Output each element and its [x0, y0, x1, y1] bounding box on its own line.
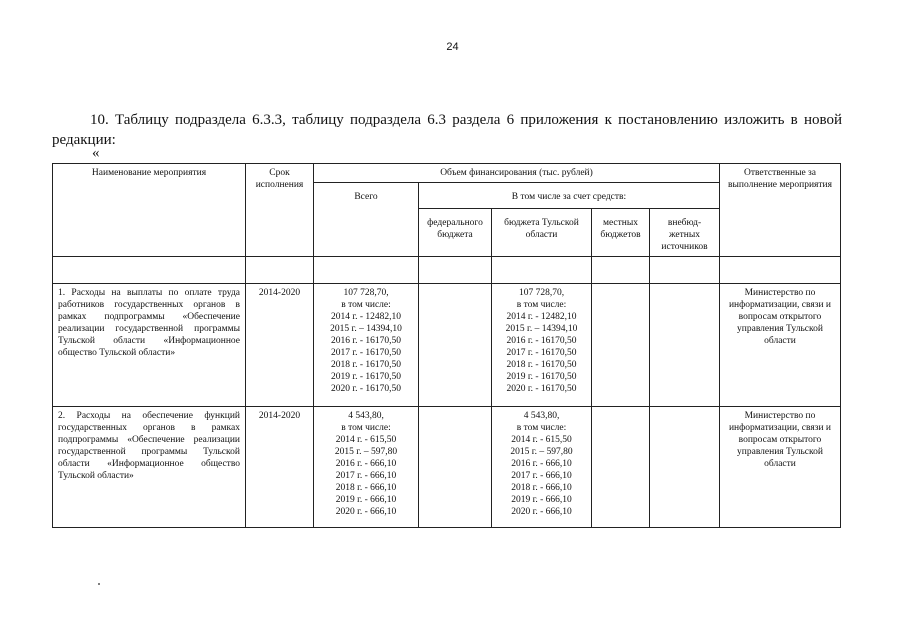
- row-total: [314, 407, 419, 528]
- table-row: [53, 284, 841, 407]
- header-offbudget-line: источников: [661, 242, 708, 252]
- header-local: местных бюджетов: [592, 209, 650, 257]
- row-local: [592, 284, 650, 407]
- empty-row: [53, 257, 841, 284]
- including-label: в том числе:: [516, 300, 567, 310]
- year-value: 2014 г. - 615,50: [511, 435, 572, 445]
- row-regional: [492, 284, 592, 407]
- year-value: 2020 г. - 16170,50: [330, 384, 402, 394]
- header-including: В том числе за счет средств:: [419, 183, 720, 209]
- year-value: 2014 г. - 615,50: [335, 435, 397, 445]
- row-federal: [419, 407, 492, 528]
- including-label: в том числе:: [341, 300, 391, 310]
- header-name: Наименование мероприятия: [53, 164, 246, 257]
- year-value: 2014 г. - 12482,10: [506, 312, 577, 322]
- header-funding: Объем финансирования (тыс. рублей): [314, 164, 720, 183]
- table-row: [53, 407, 841, 528]
- including-label: в том числе:: [341, 423, 391, 433]
- year-value: 2017 г. - 666,10: [511, 471, 572, 481]
- header-offbudget-line: жетных: [668, 230, 701, 240]
- year-value: 2014 г. - 12482,10: [330, 312, 402, 322]
- regional-amount: 4 543,80,: [523, 411, 560, 421]
- year-value: 2015 г. – 14394,10: [330, 324, 402, 334]
- year-value: 2017 г. - 666,10: [335, 471, 397, 481]
- opening-quote: «: [92, 145, 100, 161]
- year-value: 2016 г. - 666,10: [335, 459, 397, 469]
- year-value: 2015 г. – 597,80: [510, 447, 573, 457]
- intro-paragraph: 10. Таблицу подраздела 6.3.3, таблицу подраздела 6.3 раздела 6 приложения к постановлению изложить в новой редакции:: [52, 112, 842, 148]
- header-federal: федерального бюджета: [419, 209, 492, 257]
- header-total: Всего: [314, 183, 419, 257]
- year-value: 2019 г. - 16170,50: [506, 372, 577, 382]
- year-value: 2018 г. - 16170,50: [330, 360, 402, 370]
- year-value: 2020 г. - 16170,50: [506, 384, 577, 394]
- year-value: 2018 г. - 666,10: [335, 483, 397, 493]
- row-federal: [419, 284, 492, 407]
- including-label: в том числе:: [516, 423, 567, 433]
- row-total: [314, 284, 419, 407]
- year-value: 2016 г. - 666,10: [511, 459, 572, 469]
- year-value: 2015 г. – 14394,10: [505, 324, 578, 334]
- total-amount: 4 543,80,: [348, 411, 384, 421]
- row-offbudget: [650, 407, 720, 528]
- row-responsible: Министерство по информатизации, связи и вопросам открытого управления Тульской области: [720, 407, 841, 528]
- year-value: 2019 г. - 666,10: [335, 495, 397, 505]
- row-term: 2014-2020: [246, 284, 314, 407]
- row-offbudget: [650, 284, 720, 407]
- header-row-1: [53, 164, 841, 183]
- year-value: 2017 г. - 16170,50: [330, 348, 402, 358]
- year-value: 2019 г. - 666,10: [511, 495, 572, 505]
- total-amount: 107 728,70,: [343, 288, 389, 298]
- row-name: 1. Расходы на выплаты по оплате труда работников государственных органов в рамках подпрограммы «Обеспечение реализации государственной программы Тульской области «Информационное общество Тульской области»: [53, 284, 246, 407]
- scan-artifact-dot: [98, 583, 100, 585]
- header-responsible: Ответственные за выполнение мероприятия: [720, 164, 841, 257]
- year-value: 2015 г. – 597,80: [334, 447, 398, 457]
- year-value: 2020 г. - 666,10: [335, 507, 397, 517]
- year-value: 2017 г. - 16170,50: [506, 348, 577, 358]
- year-value: 2018 г. - 16170,50: [506, 360, 577, 370]
- year-value: 2016 г. - 16170,50: [506, 336, 577, 346]
- row-term: 2014-2020: [246, 407, 314, 528]
- regional-amount: 107 728,70,: [518, 288, 565, 298]
- row-name: 2. Расходы на обеспечение функций государственных органов в рамках подпрограммы «Обеспечение реализации государственной программы Тульской области «Информационное общество Тульской области»: [53, 407, 246, 528]
- year-value: 2018 г. - 666,10: [511, 483, 572, 493]
- year-value: 2020 г. - 666,10: [511, 507, 572, 517]
- header-regional: бюджета Тульской области: [492, 209, 592, 257]
- header-offbudget-line: внебюд-: [667, 218, 702, 228]
- row-regional: [492, 407, 592, 528]
- row-responsible: Министерство по информатизации, связи и вопросам открытого управления Тульской области: [720, 284, 841, 407]
- funding-table: [52, 163, 841, 528]
- header-term: Срок исполнения: [246, 164, 314, 257]
- year-value: 2016 г. - 16170,50: [330, 336, 402, 346]
- row-local: [592, 407, 650, 528]
- page-number: 24: [446, 41, 459, 53]
- header-offbudget: [650, 209, 720, 257]
- year-value: 2019 г. - 16170,50: [330, 372, 402, 382]
